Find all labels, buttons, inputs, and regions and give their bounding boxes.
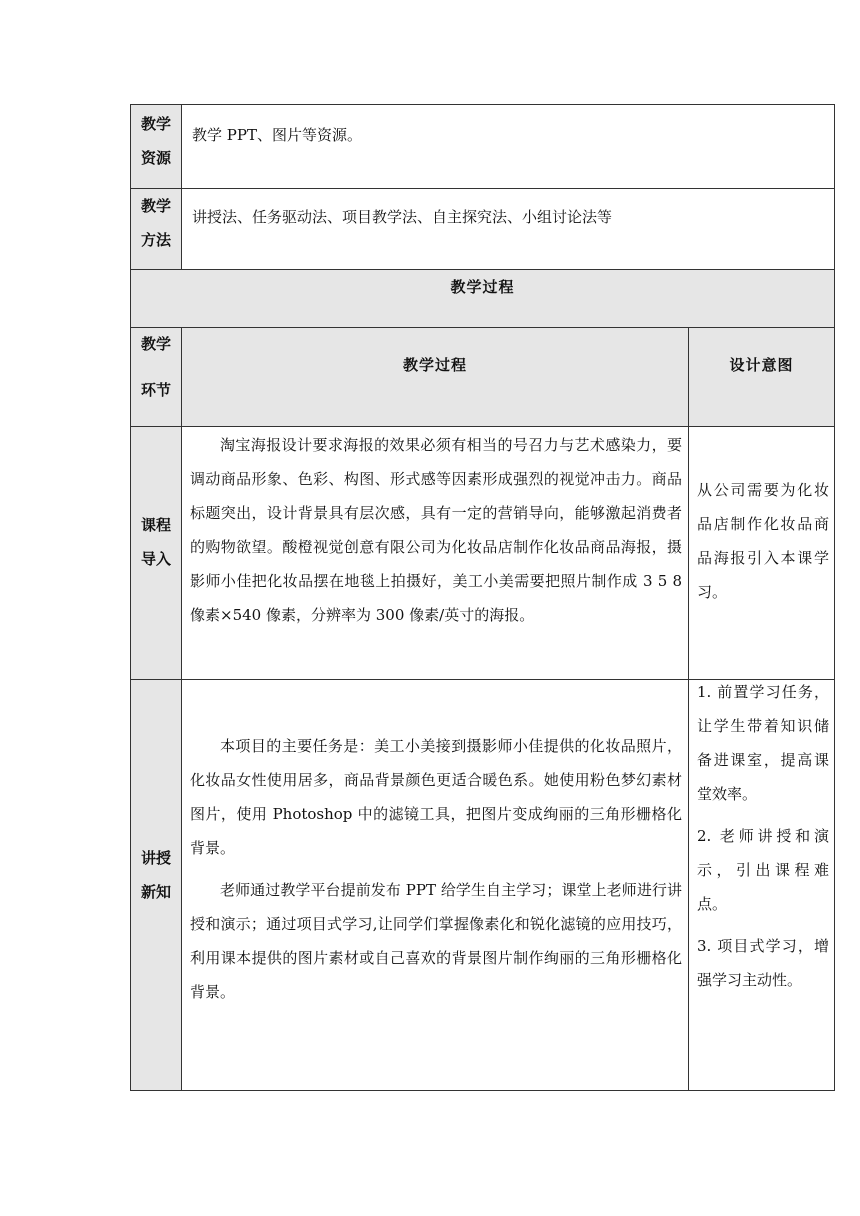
lecture-label: 讲授 新知 [140, 849, 171, 901]
intro-content: 淘宝海报设计要求海报的效果必须有相当的号召力与艺术感染力，要调动商品形象、色彩、构图、形式感等因素形成强烈的视觉冲击力。商品标题突出，设计背景具有层次感，具有一定的营销导向，能够激起消费者的购物欲望。酸橙视觉创意有限公司为化妆品店制作化妆品商品海报，摄影师小佳把化妆品摆在地毯上拍摄好，美工小美需要把照片制作成 3 5 8 像素×540 像素，分辨率为 300 像素/英寸的海报。 [190, 436, 682, 624]
intent-item: 3. 项目式学习，增强学习主动性。 [697, 937, 829, 989]
intro-intent: 从公司需要为化妆品店制作化妆品商品海报引入本课学习。 [697, 481, 829, 601]
methods-label: 教学 方法 [140, 197, 171, 249]
lecture-paragraph: 本项目的主要任务是：美工小美接到摄影师小佳提供的化妆品照片，化妆品女性使用居多，商品背景颜色更适合暖色系。她使用粉色梦幻素材图片，使用 Photoshop 中的滤镜工具，把图片变成绚丽的三角形栅格化背景。 [190, 737, 682, 857]
intent-item: 2. 老师讲授和演示，引出课程难点。 [697, 827, 829, 913]
intent-item: 1. 前置学习任务，让学生带着知识储备进课室，提高课堂效率。 [697, 683, 829, 803]
process-header: 教学过程 [402, 356, 467, 374]
intro-label: 课程 导入 [140, 516, 171, 568]
column-header-row [131, 328, 834, 426]
stage-header: 教学 环节 [140, 335, 171, 399]
lecture-content [190, 729, 682, 1009]
lecture-intent [697, 675, 829, 997]
resources-content: 教学 PPT、图片等资源。 [192, 126, 362, 144]
lecture-paragraph: 老师通过教学平台提前发布 PPT 给学生自主学习；课堂上老师进行讲授和演示；通过项目式学习,让同学们掌握像素化和锐化滤镜的应用技巧，利用课本提供的图片素材或自己喜欢的背景图片制作绚丽的三角形栅格化背景。 [190, 881, 682, 1001]
resources-label: 教学 资源 [140, 115, 171, 167]
lesson-plan-table [130, 104, 835, 1091]
intent-header: 设计意图 [729, 356, 794, 374]
methods-content: 讲授法、任务驱动法、项目教学法、自主探究法、小组讨论法等 [192, 208, 613, 226]
process-title: 教学过程 [450, 278, 515, 296]
